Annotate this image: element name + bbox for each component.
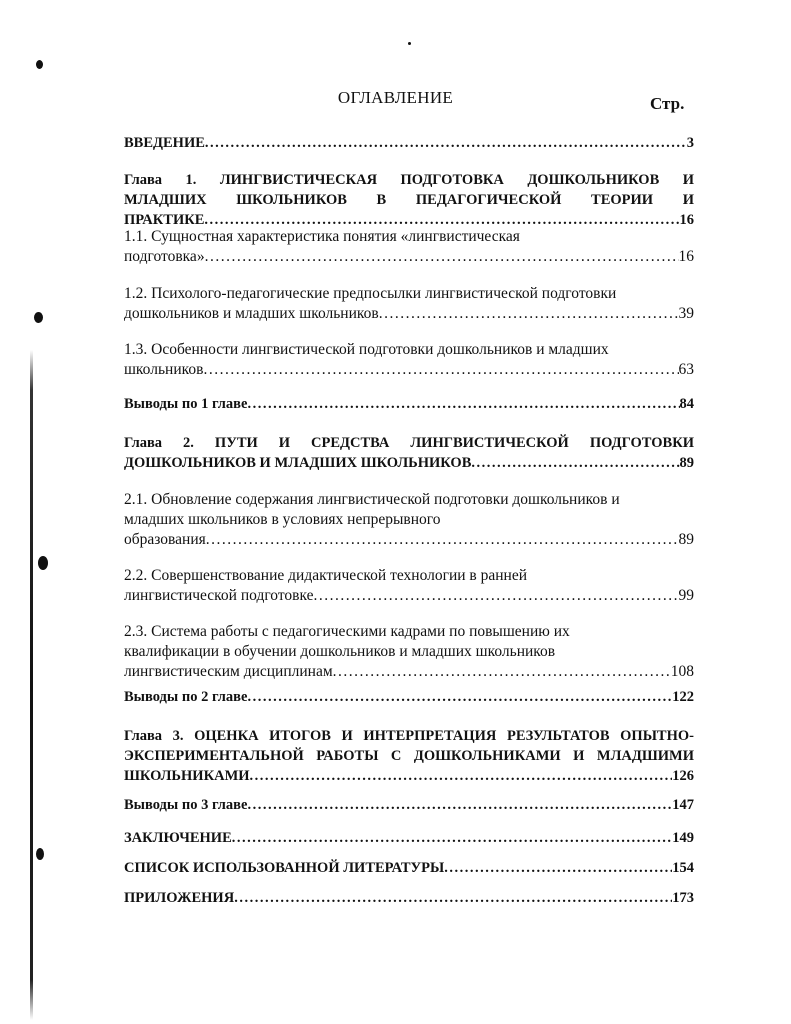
toc-page-number: 89 bbox=[678, 531, 694, 548]
toc-page-number: 3 bbox=[686, 135, 694, 151]
toc-entry-last-line bbox=[124, 687, 694, 707]
toc-page-number: 149 bbox=[672, 830, 694, 846]
dot-leader bbox=[206, 530, 679, 550]
toc-entry-text: школьников bbox=[124, 361, 204, 378]
dot-leader bbox=[234, 888, 672, 908]
toc-entry-last-line bbox=[124, 304, 694, 324]
toc-entry bbox=[124, 490, 694, 550]
toc-entry-text: Выводы по 3 главе bbox=[124, 797, 248, 813]
toc-page-number: 16 bbox=[678, 248, 694, 265]
toc-entry bbox=[124, 622, 694, 682]
toc-entry-text: 2.2. Совершенствование дидактической технологии в ранней bbox=[124, 567, 528, 584]
toc-entry bbox=[124, 433, 694, 473]
toc-entry bbox=[124, 726, 694, 786]
toc-entry-text: 2.1. Обновление содержания лингвистической подготовки дошкольников и bbox=[124, 491, 620, 508]
dot-leader bbox=[247, 687, 672, 707]
scan-speck bbox=[36, 848, 44, 860]
toc-page-number: 147 bbox=[672, 797, 694, 813]
dot-leader bbox=[247, 394, 679, 414]
toc-entry-last-line bbox=[124, 394, 694, 414]
toc-entry-last-line bbox=[124, 828, 694, 848]
toc-entry-text: лингвистическим дисциплинам bbox=[124, 663, 333, 680]
toc-entry-text: Глава 1. ЛИНГВИСТИЧЕСКАЯ ПОДГОТОВКА ДОШКОЛЬНИКОВ И bbox=[124, 172, 694, 188]
toc-entry-last-line bbox=[124, 530, 694, 550]
toc-entry-last-line bbox=[124, 133, 694, 153]
toc-entry-text: подготовка» bbox=[124, 248, 205, 265]
toc-entry-text: квалификации в обучении дошкольников и младших школьников bbox=[124, 643, 556, 660]
toc-entry bbox=[124, 795, 694, 815]
toc-entry-last-line bbox=[124, 247, 694, 267]
toc-entry bbox=[124, 888, 694, 908]
page-column-header: Стр. bbox=[650, 94, 685, 113]
toc-page-number: 89 bbox=[679, 455, 694, 471]
toc-entry-text: 1.3. Особенности лингвистической подготовки дошкольников и младших bbox=[124, 341, 609, 358]
toc-entry-text: лингвистической подготовке bbox=[124, 587, 314, 604]
toc-page-number: 99 bbox=[678, 587, 694, 604]
dot-leader bbox=[203, 360, 678, 380]
toc-entry-text: образования bbox=[124, 531, 206, 548]
toc-entry-last-line bbox=[124, 888, 694, 908]
scan-speck bbox=[34, 312, 43, 323]
toc-entry-text: ПРИЛОЖЕНИЯ bbox=[124, 890, 235, 906]
toc-entry bbox=[124, 284, 694, 324]
scan-speck bbox=[36, 60, 43, 69]
dot-leader bbox=[379, 304, 679, 324]
dot-leader bbox=[205, 133, 687, 153]
toc-entry bbox=[124, 828, 694, 848]
toc-entry-last-line bbox=[124, 766, 694, 786]
scan-speck bbox=[38, 556, 48, 570]
toc-page-number: 84 bbox=[679, 396, 694, 412]
toc-entry-text: Глава 3. ОЦЕНКА ИТОГОВ И ИНТЕРПРЕТАЦИЯ РЕЗУЛЬТАТОВ ОПЫТНО- bbox=[124, 728, 694, 744]
toc-entry-text: ШКОЛЬНИКАМИ bbox=[124, 768, 250, 784]
dot-leader bbox=[314, 586, 679, 606]
toc-page-number: 154 bbox=[672, 860, 694, 876]
toc-entry-text: Выводы по 1 главе bbox=[124, 396, 248, 412]
toc-entry bbox=[124, 227, 694, 267]
toc-entry-text: ПРАКТИКЕ bbox=[124, 212, 205, 228]
toc-page-number: 108 bbox=[670, 663, 694, 680]
toc-title: ОГЛАВЛЕНИЕ bbox=[337, 88, 454, 107]
toc-entry-text: ЗАКЛЮЧЕНИЕ bbox=[124, 830, 232, 846]
toc-entry-text: Выводы по 2 главе bbox=[124, 689, 248, 705]
toc-page-number: 122 bbox=[672, 689, 694, 705]
toc-entry-text: ВВЕДЕНИЕ bbox=[124, 135, 205, 151]
toc-entry-text: СПИСОК ИСПОЛЬЗОВАННОЙ ЛИТЕРАТУРЫ bbox=[124, 860, 445, 876]
toc-entry-text: ДОШКОЛЬНИКОВ И МЛАДШИХ ШКОЛЬНИКОВ bbox=[124, 455, 472, 471]
toc-entry bbox=[124, 687, 694, 707]
toc-entry-text: ЭКСПЕРИМЕНТАЛЬНОЙ РАБОТЫ С ДОШКОЛЬНИКАМИ И МЛАДШИМИ bbox=[124, 748, 694, 764]
toc-entry-last-line bbox=[124, 858, 694, 878]
scan-edge-mark bbox=[30, 350, 33, 1020]
scan-speck bbox=[408, 42, 411, 45]
dot-leader bbox=[444, 858, 672, 878]
toc-entry bbox=[124, 858, 694, 878]
toc-entry bbox=[124, 170, 694, 230]
toc-entry-text: 1.1. Сущностная характеристика понятия «лингвистическая bbox=[124, 228, 520, 245]
toc-entry-text: 2.3. Система работы с педагогическими кадрами по повышению их bbox=[124, 623, 570, 640]
toc-page-number: 63 bbox=[678, 361, 694, 378]
toc-entry-text: Глава 2. ПУТИ И СРЕДСТВА ЛИНГВИСТИЧЕСКОЙ ПОДГОТОВКИ bbox=[124, 435, 694, 451]
toc-entry-last-line bbox=[124, 795, 694, 815]
toc-page-number: 173 bbox=[672, 890, 694, 906]
toc-page-number: 16 bbox=[679, 212, 694, 228]
toc-entry bbox=[124, 340, 694, 380]
toc-entry-last-line bbox=[124, 360, 694, 380]
dot-leader bbox=[205, 247, 679, 267]
toc-entry-last-line bbox=[124, 586, 694, 606]
toc-page-number: 39 bbox=[678, 305, 694, 322]
toc-entry-last-line bbox=[124, 662, 694, 682]
toc-entry-text: 1.2. Психолого-педагогические предпосылки лингвистической подготовки bbox=[124, 285, 617, 302]
dot-leader bbox=[333, 662, 671, 682]
dot-leader bbox=[232, 828, 672, 848]
toc-entry-text: дошкольников и младших школьников bbox=[124, 305, 379, 322]
dot-leader bbox=[250, 766, 673, 786]
toc-entry bbox=[124, 566, 694, 606]
toc-page-number: 126 bbox=[672, 768, 694, 784]
dot-leader bbox=[471, 453, 679, 473]
dot-leader bbox=[247, 795, 672, 815]
toc-entry bbox=[124, 394, 694, 414]
toc-entry-text: младших школьников в условиях непрерывного bbox=[124, 511, 441, 528]
toc-entry bbox=[124, 133, 694, 153]
toc-entry-last-line bbox=[124, 453, 694, 473]
toc-entry-text: МЛАДШИХ ШКОЛЬНИКОВ В ПЕДАГОГИЧЕСКОЙ ТЕОРИИ И bbox=[124, 192, 694, 208]
